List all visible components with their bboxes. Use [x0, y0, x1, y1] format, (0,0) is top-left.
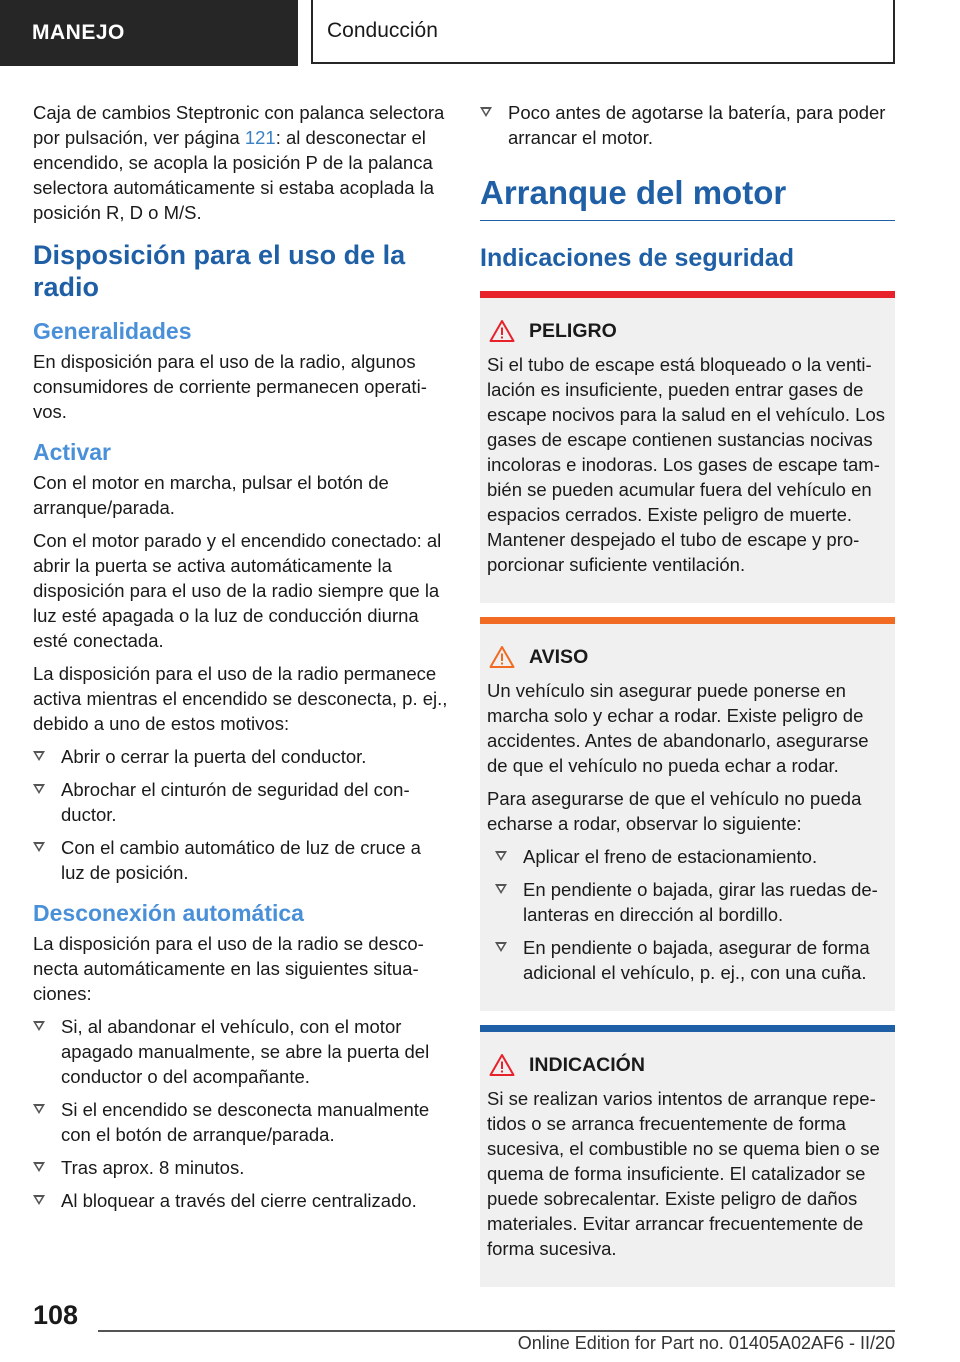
warning-text-2: Para asegurarse de que el vehículo no pueda echarse a rodar, observar lo siguiente: — [487, 788, 862, 834]
list-item: Poco antes de agotarse la batería, para poder arrancar el motor. — [480, 100, 895, 150]
notice-text: Si se realizan varios intentos de arranque repetidos o se arranca frecuentemente de forma sucesiva, el combustible no se quema bien o se quema de forma insuficiente. El catalizador se puede sobrecalentar. Existe peligro de daños materiales. Evitar arrancar frecuentemente de forma sucesiva. — [487, 1088, 880, 1259]
footer-edition: Online Edition for Part no. 01405A02AF6 - II/20 — [517, 1333, 895, 1353]
danger-title: PELIGRO — [487, 318, 887, 344]
triangle-bullet-icon — [33, 1021, 45, 1031]
triangle-bullet-icon — [33, 1195, 45, 1205]
notice-box — [480, 1025, 895, 1287]
left-column — [33, 100, 448, 1221]
list-item: En pendiente o bajada, girar las ruedas delanteras en dirección al bordillo. — [495, 877, 887, 927]
chapter-title: Conducción — [327, 19, 438, 42]
triangle-bullet-icon — [495, 884, 507, 894]
intro-paragraph: Caja de cambios Steptronic con palanca selectora por pulsación, ver página 121: al desconectar el encendido, se acopla la posición P de la palanca selectora automáticamente si estaba acoplada la posición R, D o M/S. — [33, 102, 445, 223]
heading-desconexion: Desconexión automática — [33, 900, 304, 926]
list-item: Si el encendido se desconecta manualmente con el botón de arranque/parada. — [33, 1097, 448, 1147]
list-item: Con el cambio automático de luz de cruce a luz de posición. — [33, 835, 448, 885]
page-link[interactable]: 121 — [244, 127, 276, 148]
list-top — [480, 100, 895, 150]
paragraph-generalidades: En disposición para el uso de la radio, algunos consumidores de corriente permanecen operativos. — [33, 351, 427, 422]
notice-title: INDICACIÓN — [487, 1052, 887, 1078]
section-title: MANEJO — [32, 21, 125, 44]
warning-triangle-icon — [489, 1053, 515, 1077]
right-column — [480, 100, 895, 1301]
footer-divider — [98, 1330, 895, 1332]
triangle-bullet-icon — [33, 751, 45, 761]
warning-title: AVISO — [487, 644, 887, 670]
danger-text: Si el tubo de escape está bloqueado o la ventilación es insuficiente, pueden entrar gases de escape nocivos para la salud en el vehículo. Los gases de escape contienen sustancias nocivas incoloras e inodoras. Los gases de escape también se pueden acumular fuera del vehículo en espacios cerrados. Existe peligro de muerte. Mantener despejado el tubo de escape y proporcionar suficiente ventilación. — [487, 354, 886, 575]
heading-radio: Disposición para el uso de la radio — [33, 240, 406, 302]
chapter-tab — [311, 0, 895, 64]
list-item: Si, al abandonar el vehículo, con el motor apagado manualmente, se abre la puerta del conductor o del acompañante. — [33, 1014, 448, 1089]
paragraph-activar-2: Con el motor parado y el encendido conectado: al abrir la puerta se activa automáticamente la disposición para el uso de la radio siempre que la luz esté apagada o la luz de conducción diurna esté conectada. — [33, 530, 442, 651]
section-tab — [0, 0, 298, 66]
triangle-bullet-icon — [480, 107, 492, 117]
list-item: Al bloquear a través del cierre centralizado. — [33, 1188, 448, 1213]
danger-box — [480, 291, 895, 603]
warning-list — [495, 844, 887, 985]
warning-triangle-icon — [489, 645, 515, 669]
heading-seguridad: Indicaciones de seguridad — [480, 244, 794, 272]
triangle-bullet-icon — [33, 1104, 45, 1114]
heading-activar: Activar — [33, 439, 111, 465]
page-number: 108 — [33, 1300, 79, 1330]
warning-box — [480, 617, 895, 1011]
triangle-bullet-icon — [495, 851, 507, 861]
triangle-bullet-icon — [495, 942, 507, 952]
warning-text-1: Un vehículo sin asegurar puede ponerse en marcha solo y echar a rodar. Existe peligro de accidentes. Antes de abandonarlo, asegurarse de que el vehículo no pueda echar a rodar. — [487, 680, 869, 776]
triangle-bullet-icon — [33, 1162, 45, 1172]
paragraph-desconexion: La disposición para el uso de la radio se desconecta automáticamente en las siguientes situaciones: — [33, 933, 424, 1004]
list-desconexion — [33, 1014, 448, 1213]
list-item: Aplicar el freno de estacionamiento. — [495, 844, 887, 869]
paragraph-activar-1: Con el motor en marcha, pulsar el botón de arranque/parada. — [33, 472, 389, 518]
list-activar — [33, 744, 448, 885]
triangle-bullet-icon — [33, 784, 45, 794]
warning-triangle-icon — [489, 319, 515, 343]
list-item: Abrir o cerrar la puerta del conductor. — [33, 744, 448, 769]
list-item: En pendiente o bajada, asegurar de forma adicional el vehículo, p. ej., con una cuña. — [495, 935, 887, 985]
list-item: Abrochar el cinturón de seguridad del conductor. — [33, 777, 448, 827]
heading-generalidades: Generalidades — [33, 318, 192, 344]
paragraph-activar-3: La disposición para el uso de la radio permanece activa mientras el encendido se desconecta, p. ej., debido a uno de estos motivos: — [33, 663, 448, 734]
triangle-bullet-icon — [33, 842, 45, 852]
list-item: Tras aprox. 8 minutos. — [33, 1155, 448, 1180]
heading-arranque: Arranque del motor — [480, 172, 895, 221]
